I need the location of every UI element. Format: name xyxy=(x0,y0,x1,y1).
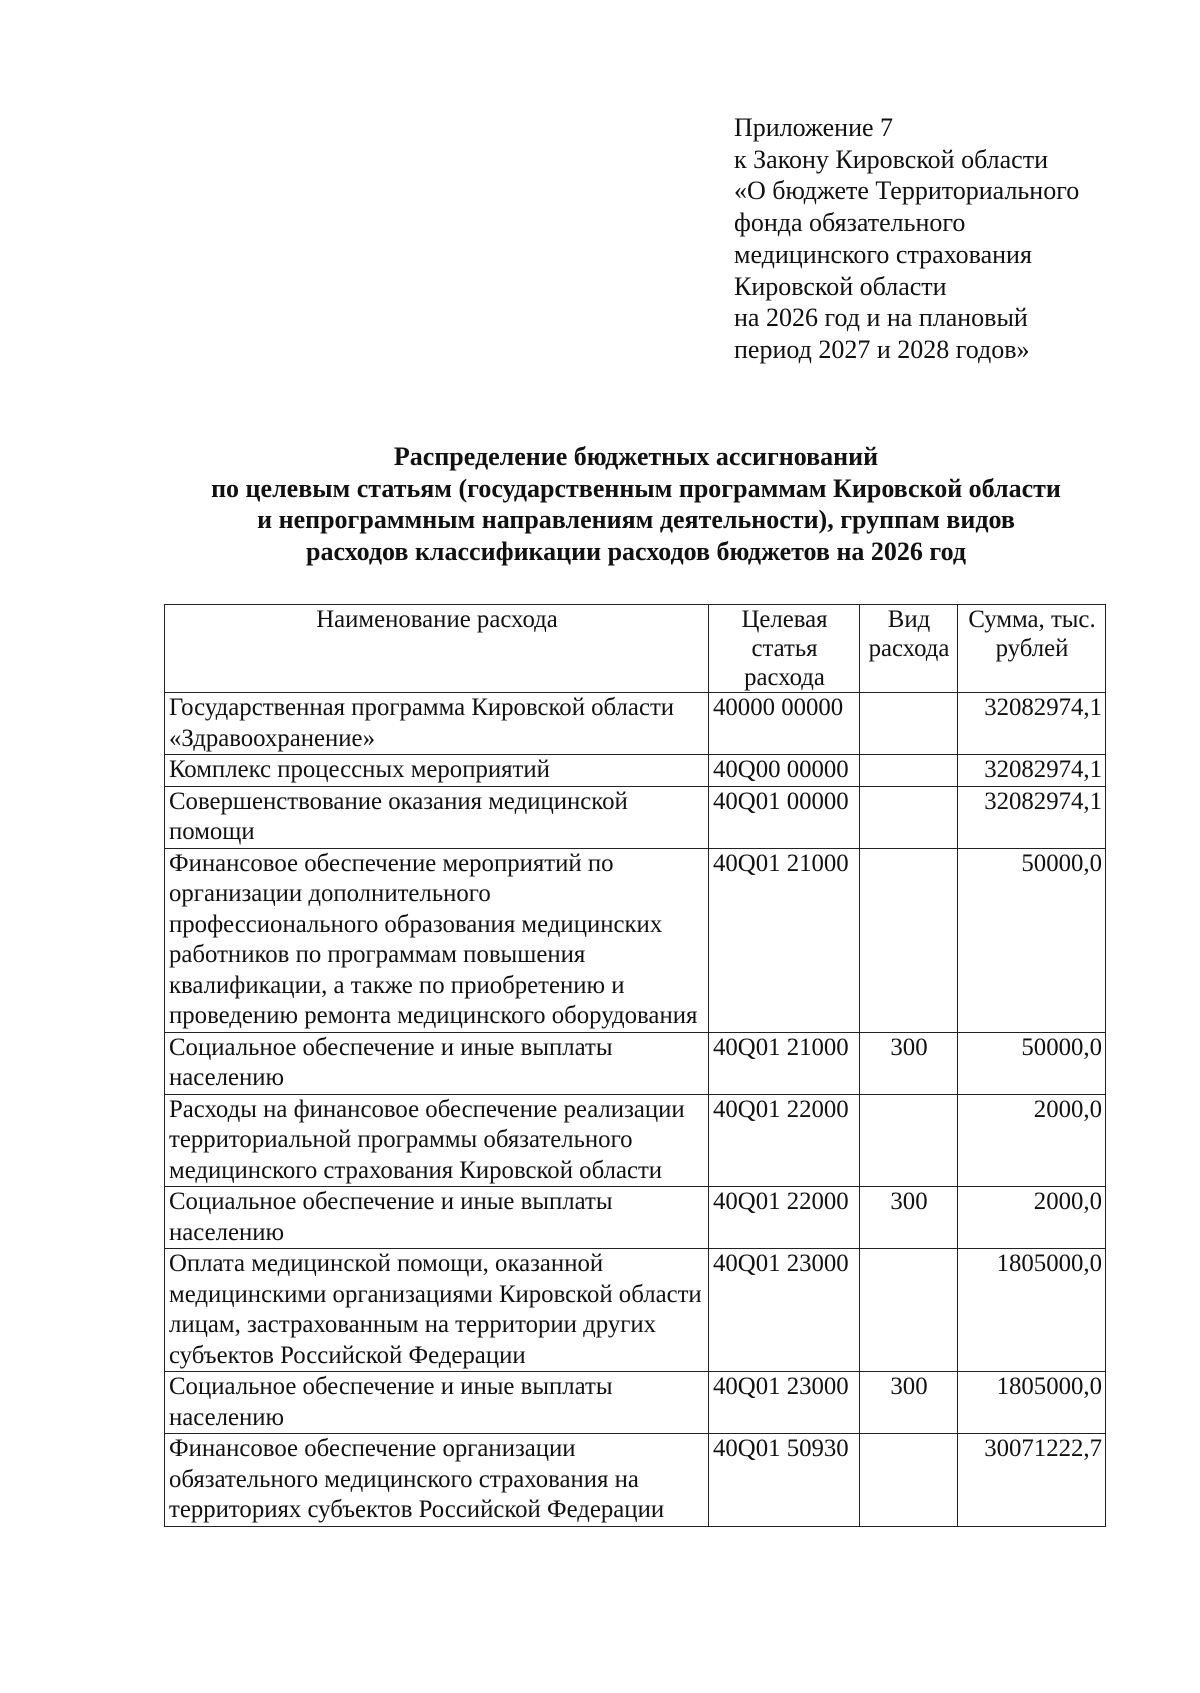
table-row xyxy=(165,1032,1106,1094)
cell-name: Государственная программа Кировской области «Здравоохранение» xyxy=(165,693,709,755)
cell-vid xyxy=(860,1249,958,1372)
header-name: Наименование расхода xyxy=(165,605,709,693)
cell-code: 40Q01 22000 xyxy=(709,1187,860,1249)
table-row xyxy=(165,1372,1106,1434)
cell-vid xyxy=(860,786,958,848)
appendix-line: медицинского страхования xyxy=(734,239,1032,269)
cell-name: Финансовое обеспечение организации обязательного медицинского страхования на территориях субъектов Российской Федерации xyxy=(165,1434,709,1527)
table-row xyxy=(165,1249,1106,1372)
table-body xyxy=(165,693,1106,1527)
cell-name: Социальное обеспечение и иные выплаты населению xyxy=(165,1372,709,1434)
cell-sum: 50000,0 xyxy=(958,848,1106,1032)
cell-sum: 32082974,1 xyxy=(958,786,1106,848)
cell-code: 40Q01 50930 xyxy=(709,1434,860,1527)
cell-name: Социальное обеспечение и иные выплаты населению xyxy=(165,1187,709,1249)
document-title xyxy=(100,441,1172,567)
cell-name: Комплекс процессных мероприятий xyxy=(165,755,709,787)
cell-sum: 32082974,1 xyxy=(958,693,1106,755)
cell-sum: 32082974,1 xyxy=(958,755,1106,787)
title-line: Распределение бюджетных ассигнований xyxy=(393,442,879,471)
cell-code: 40Q01 23000 xyxy=(709,1372,860,1434)
cell-name: Оплата медицинской помощи, оказанной медицинскими организациями Кировской области лицам, застрахованным на территории других субъектов Российской Федерации xyxy=(165,1249,709,1372)
cell-sum: 30071222,7 xyxy=(958,1434,1106,1527)
table-row xyxy=(165,755,1106,787)
title-line: и непрограммным направлениям деятельности), группам видов xyxy=(257,505,1015,534)
cell-code: 40Q01 00000 xyxy=(709,786,860,848)
cell-vid xyxy=(860,693,958,755)
cell-name: Расходы на финансовое обеспечение реализации территориальной программы обязательного медицинского страхования Кировской области xyxy=(165,1094,709,1187)
header-sum: Сумма, тыс. рублей xyxy=(958,605,1106,693)
title-line: по целевым статьям (государственным программам Кировской области xyxy=(211,473,1061,503)
cell-sum: 1805000,0 xyxy=(958,1372,1106,1434)
cell-vid: 300 xyxy=(860,1032,958,1094)
cell-code: 40Q00 00000 xyxy=(709,755,860,787)
table-row xyxy=(165,1187,1106,1249)
cell-code: 40000 00000 xyxy=(709,693,860,755)
cell-vid: 300 xyxy=(860,1187,958,1249)
header-code: Целевая статья расхода xyxy=(709,605,860,693)
appendix-line: фонда обязательного xyxy=(734,208,966,238)
budget-table xyxy=(164,604,1106,1527)
table-row xyxy=(165,1094,1106,1187)
appendix-line: на 2026 год и на плановый xyxy=(734,303,1028,333)
cell-vid xyxy=(860,755,958,787)
cell-vid: 300 xyxy=(860,1372,958,1434)
cell-sum: 50000,0 xyxy=(958,1032,1106,1094)
cell-sum: 2000,0 xyxy=(958,1187,1106,1249)
table-row xyxy=(165,848,1106,1032)
appendix-line: Приложение 7 xyxy=(734,113,894,142)
table-row xyxy=(165,1434,1106,1527)
table-row xyxy=(165,693,1106,755)
table-row xyxy=(165,786,1106,848)
cell-name: Совершенствование оказания медицинской помощи xyxy=(165,786,709,848)
cell-code: 40Q01 22000 xyxy=(709,1094,860,1187)
cell-name: Социальное обеспечение и иные выплаты населению xyxy=(165,1032,709,1094)
appendix-line: «О бюджете Территориального xyxy=(734,176,1080,206)
appendix-header xyxy=(734,112,1154,366)
table-header-row xyxy=(165,605,1106,693)
cell-vid xyxy=(860,848,958,1032)
appendix-line: к Закону Кировской области xyxy=(734,144,1048,174)
cell-name: Финансовое обеспечение мероприятий по организации дополнительного профессионального образования медицинских работников по программам повышения квалификации, а также по приобретению и проведению ремонта медицинского оборудования xyxy=(165,848,709,1032)
cell-code: 40Q01 21000 xyxy=(709,848,860,1032)
cell-sum: 2000,0 xyxy=(958,1094,1106,1187)
header-vid: Вид расхода xyxy=(860,605,958,693)
cell-code: 40Q01 21000 xyxy=(709,1032,860,1094)
appendix-line: Кировской области xyxy=(734,271,947,301)
cell-vid xyxy=(860,1434,958,1527)
cell-vid xyxy=(860,1094,958,1187)
cell-code: 40Q01 23000 xyxy=(709,1249,860,1372)
title-line: расходов классификации расходов бюджетов на 2026 год xyxy=(305,536,966,566)
appendix-line: период 2027 и 2028 годов» xyxy=(734,334,1030,364)
cell-sum: 1805000,0 xyxy=(958,1249,1106,1372)
